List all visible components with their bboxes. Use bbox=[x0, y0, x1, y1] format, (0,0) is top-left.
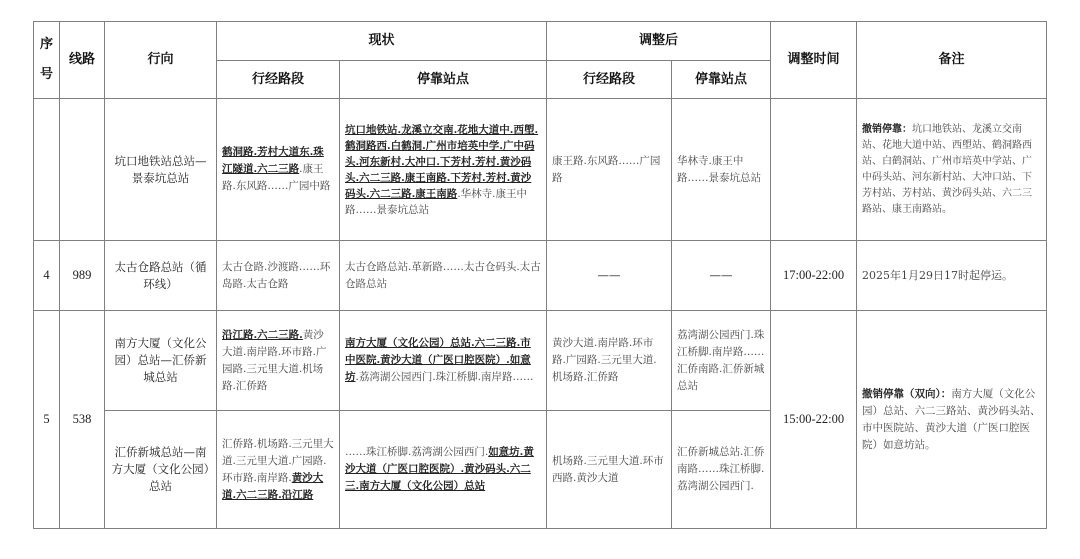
row-seq: 4 bbox=[34, 241, 60, 311]
current-stops-rest: .华林寺.康王中路……景泰坑总站 bbox=[345, 187, 527, 216]
current-section-underlined: 沿江路.六二三路. bbox=[222, 328, 303, 341]
row-direction: 南方大厦（文化公园）总站—汇侨新城总站 bbox=[105, 311, 217, 411]
current-section-rest: .康王路.东风路……广园中路 bbox=[222, 163, 331, 192]
table-row bbox=[34, 311, 1047, 411]
current-section-underlined: 鹤洞路.芳村大道东.珠江隧道.六二三路 bbox=[222, 146, 324, 175]
header-new-section: 行经路段 bbox=[547, 61, 672, 99]
new-section-cell: 康王路.东风路……广园路 bbox=[547, 99, 672, 241]
row-route: 538 bbox=[60, 311, 105, 529]
current-stops-underlined: 如意坊.黄沙大道（广医口腔医院）.黄沙码头.六二三.南方大厦（文化公园）总站 bbox=[345, 446, 534, 492]
remark-cell bbox=[857, 311, 1047, 529]
current-section-rest: 黄沙大道.南岸路.环市路.广园路.三元里大道.机场路.汇侨路 bbox=[222, 328, 327, 392]
row-route bbox=[60, 99, 105, 241]
current-stops-underlined: 南方大厦（文化公园）总站.六二三路.市中医院.黄沙大道（广医口腔医院）.如意坊 bbox=[345, 337, 531, 383]
current-section-underlined: 黄沙大道.六二三路.沿江路 bbox=[222, 471, 324, 501]
table-row bbox=[34, 241, 1047, 311]
header-adjust-time: 调整时间 bbox=[771, 22, 857, 99]
current-section-cell bbox=[217, 411, 340, 529]
row-route: 989 bbox=[60, 241, 105, 311]
header-current-section: 行经路段 bbox=[217, 61, 340, 99]
row-seq: 5 bbox=[34, 311, 60, 529]
table-row bbox=[34, 99, 1047, 241]
current-stops-rest: .荔湾湖公园西门.珠江桥脚.南岸路…… bbox=[355, 371, 534, 383]
remark-bold: 撤销停靠（双向）： bbox=[862, 387, 952, 400]
new-stops-cell: 荔湾湖公园西门.珠江桥脚.南岸路……汇侨南路.汇侨新城总站 bbox=[672, 311, 771, 411]
adjust-time-cell bbox=[771, 99, 857, 241]
current-section-cell bbox=[217, 99, 340, 241]
row-direction: 汇侨新城总站—南方大厦（文化公园）总站 bbox=[105, 411, 217, 529]
remark-cell: 2025年1月29日17时起停运。 bbox=[857, 241, 1047, 311]
header-current-stops: 停靠站点 bbox=[340, 61, 547, 99]
header-route: 线路 bbox=[60, 22, 105, 99]
row-direction: 坑口地铁站总站—景泰坑总站 bbox=[105, 99, 217, 241]
remark-cell bbox=[857, 99, 1047, 241]
new-section-cell: 黄沙大道.南岸路.环市路.广园路.三元里大道.机场路.汇侨路 bbox=[547, 311, 672, 411]
remark-bold: 撤销停靠： bbox=[862, 123, 913, 135]
header-adjusted: 调整后 bbox=[547, 22, 771, 61]
row-direction: 太古仓路总站（循环线） bbox=[105, 241, 217, 311]
current-stops-cell bbox=[340, 99, 547, 241]
adjust-time-cell: 17:00-22:00 bbox=[771, 241, 857, 311]
current-stops-cell: 太古仓路总站.革新路……太古仓码头.太古仓路总站 bbox=[340, 241, 547, 311]
remark-rest: 南方大厦（文化公园）总站、六二三路站、黄沙码头站、市中医院站、黄沙大道（广医口腔医院）如意坊站。 bbox=[862, 387, 1041, 451]
new-stops-cell: 汇侨新城总站.汇侨南路……珠江桥脚.荔湾湖公园西门. bbox=[672, 411, 771, 529]
current-section-cell: 太古仓路.沙渡路……环岛路.太古仓路 bbox=[217, 241, 340, 311]
header-seq: 序号 bbox=[34, 22, 60, 99]
new-section-cell: —— bbox=[547, 241, 672, 311]
new-section-cell: 机场路.三元里大道.环市西路.黄沙大道 bbox=[547, 411, 672, 529]
remark-rest: 坑口地铁站、龙溪立交南站、花地大道中站、西塱站、鹤洞路西站、白鹤洞站、广州市培英中学站、广中码头站、河东新村站、大冲口站、下芳村站、芳村站、黄沙码头站、六二三路站、康王南路站。 bbox=[862, 123, 1033, 215]
new-stops-cell: 华林寺.康王中路……景泰坑总站 bbox=[672, 99, 771, 241]
adjust-time-cell: 15:00-22:00 bbox=[771, 311, 857, 529]
route-adjustment-table bbox=[33, 21, 1047, 529]
header-remarks: 备注 bbox=[857, 22, 1047, 99]
row-seq bbox=[34, 99, 60, 241]
current-stops-cell bbox=[340, 411, 547, 529]
current-stops-cell bbox=[340, 311, 547, 411]
current-stops-pre: ……珠江桥脚.荔湾湖公园西门. bbox=[345, 446, 489, 458]
new-stops-cell: —— bbox=[672, 241, 771, 311]
header-current: 现状 bbox=[217, 22, 547, 61]
header-direction: 行向 bbox=[105, 22, 217, 99]
current-section-cell bbox=[217, 311, 340, 411]
current-stops-underlined: 坑口地铁站.龙溪立交南.花地大道中.西塱.鹤洞路西.白鹤洞.广州市培英中学.广中码头.河东新村.大冲口.下芳村.芳村.黄沙码头.六二三路.康王南路.下芳村.芳村.黄沙码头.六二三路.康王南路 bbox=[345, 123, 539, 200]
header-new-stops: 停靠站点 bbox=[672, 61, 771, 99]
current-section-pre: 汇侨路.机场路.三元里大道.三元里大道.广园路.环市路.南岸路. bbox=[222, 437, 334, 484]
